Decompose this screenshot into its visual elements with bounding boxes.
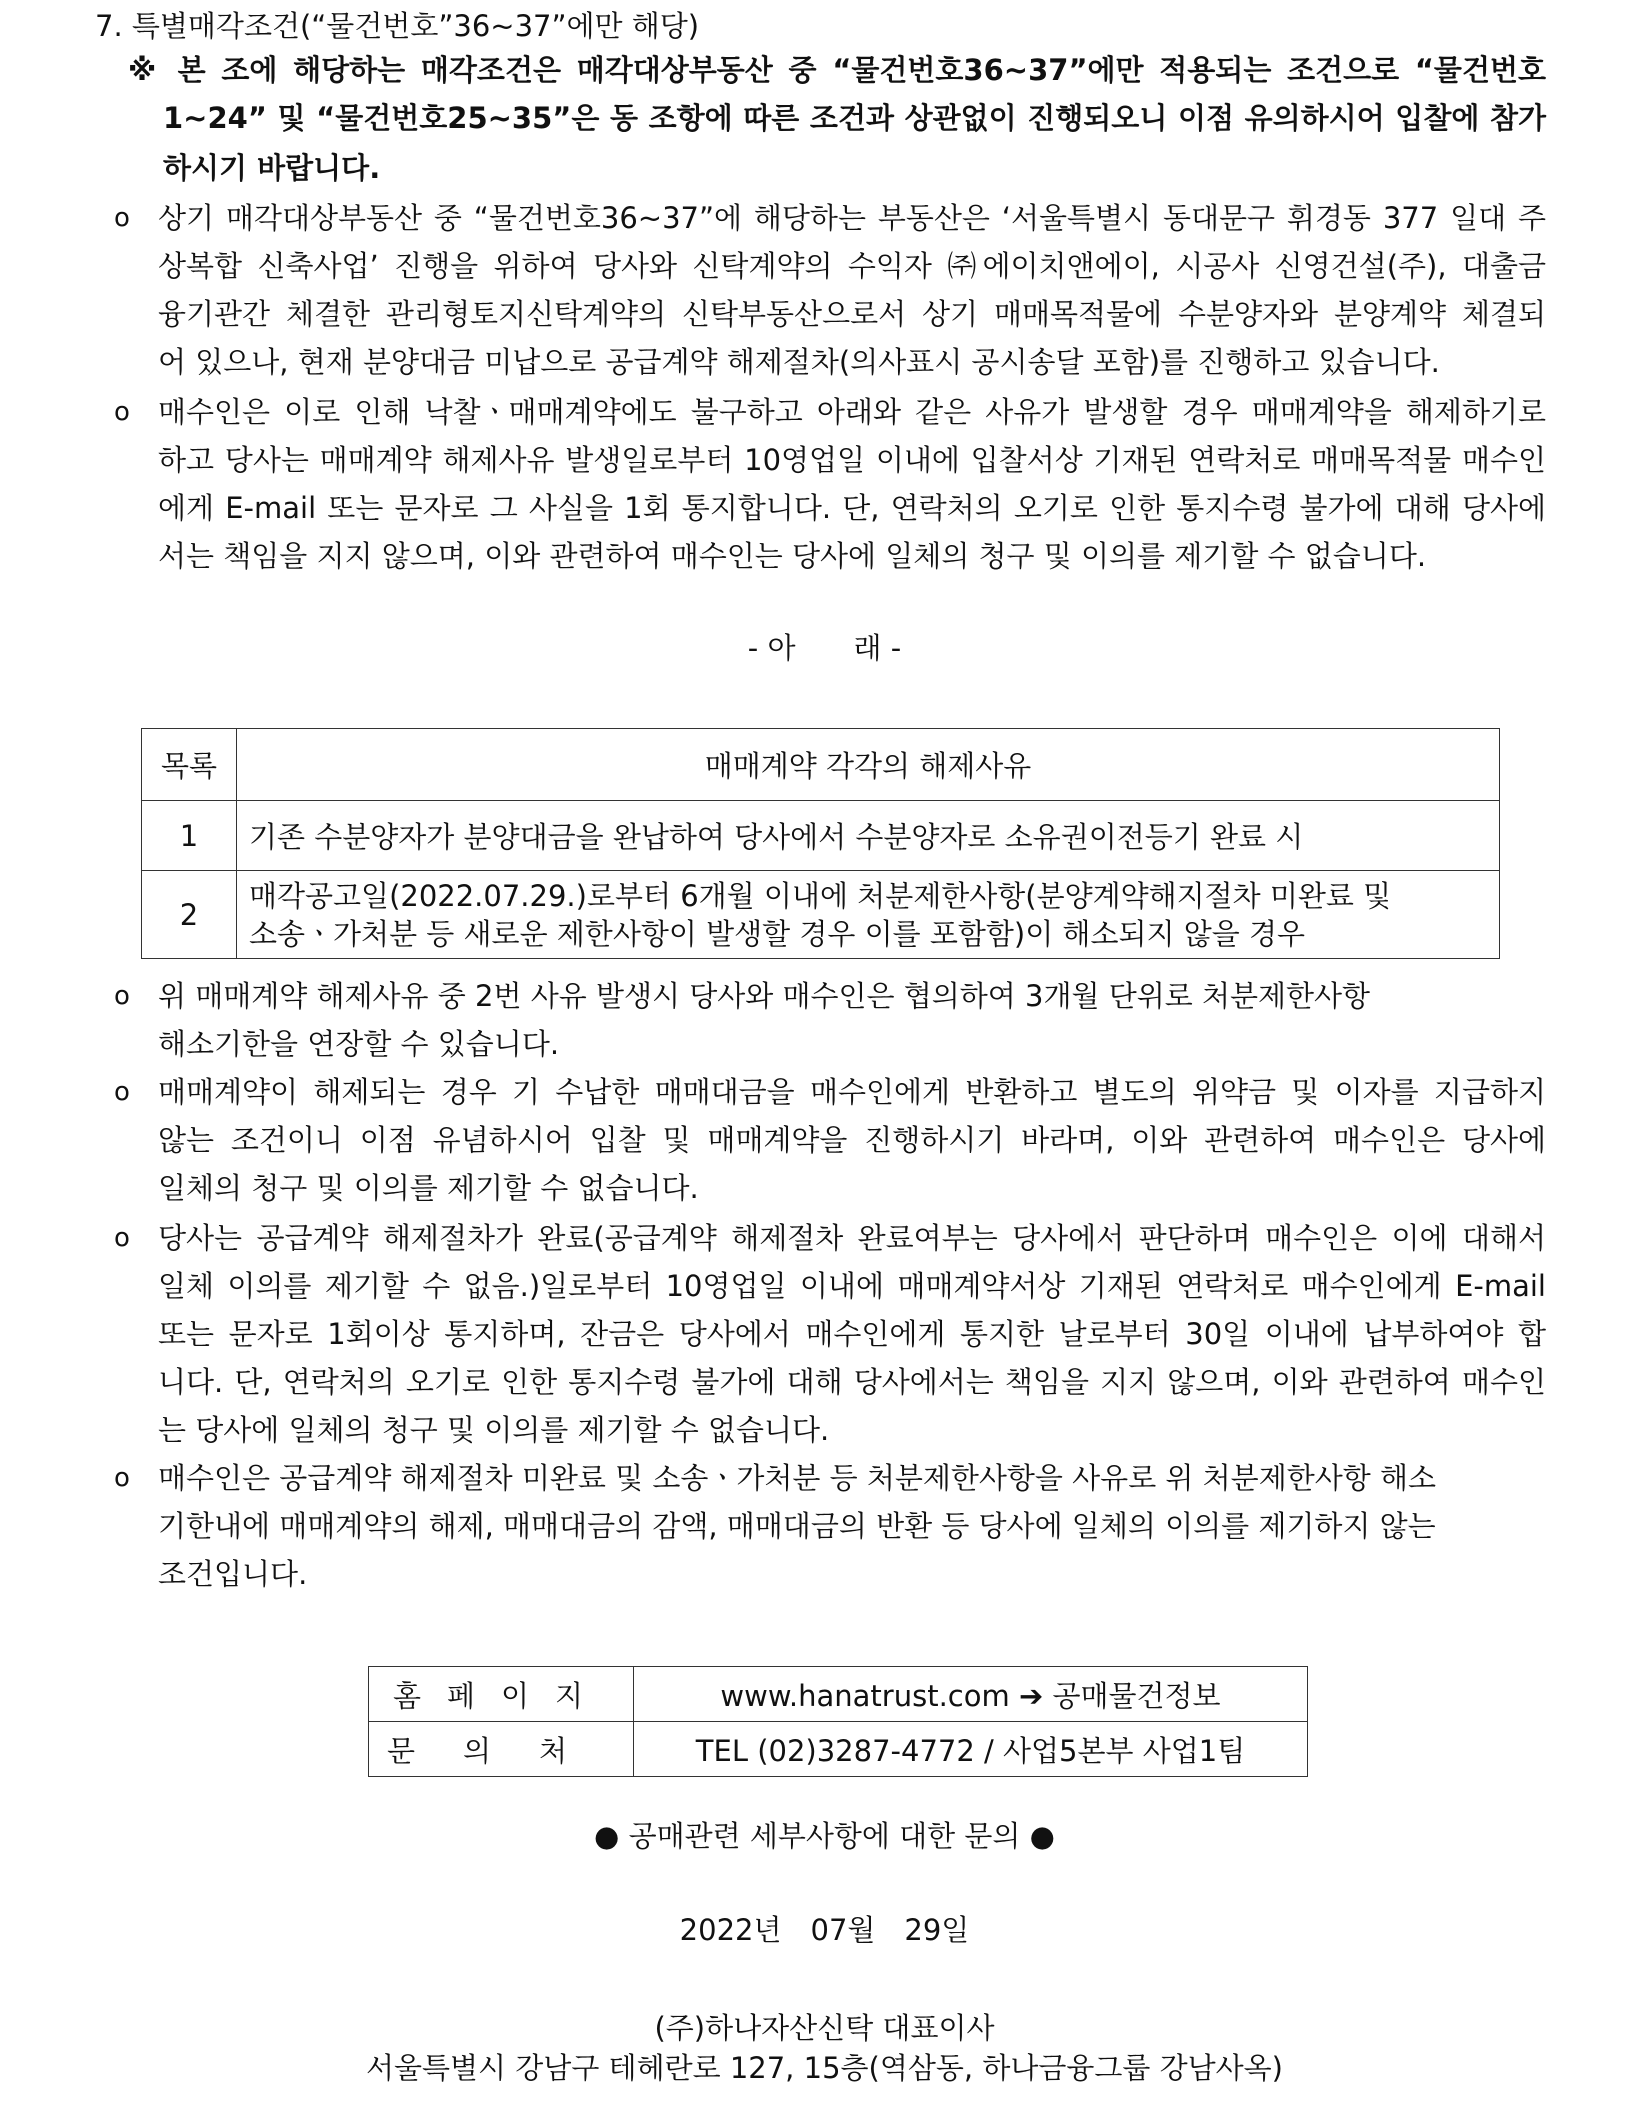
paragraph-b-line-1: 매수인은 이로 인해 낙찰ㆍ매매계약에도 불구하고 아래와 같은 사유가 발생할 경우 매매계약을 해제하기로 bbox=[158, 395, 1546, 429]
paragraph-e-line-1: 당사는 공급계약 해제절차가 완료(공급계약 해제절차 완료여부는 당사에서 판단하며 매수인은 이에 대해서 bbox=[158, 1221, 1546, 1255]
notice-line-3: 하시기 바랍니다. bbox=[163, 151, 381, 185]
homepage-link[interactable]: www.hanatrust.com ➔ 공매물건정보 bbox=[634, 1667, 1308, 1722]
table-header-row bbox=[142, 729, 1500, 801]
paragraph-a-line-1: 상기 매각대상부동산 중 “물건번호36~37”에 해당하는 부동산은 ‘서울특별시 동대문구 휘경동 377 일대 주 bbox=[158, 201, 1546, 235]
inquiry-caption: ● 공매관련 세부사항에 대한 문의 ● bbox=[594, 1819, 1055, 1853]
paragraph-b-line-4: 서는 책임을 지지 않으며, 이와 관련하여 매수인는 당사에 일체의 청구 및 이의를 제기할 수 없습니다. bbox=[158, 539, 1427, 573]
paragraph-b-line-2: 하고 당사는 매매계약 해제사유 발생일로부터 10영업일 이내에 입찰서상 기재된 연락처로 매매목적물 매수인 bbox=[158, 443, 1546, 477]
paragraph-d-line-1: 매매계약이 해제되는 경우 기 수납한 매매대금을 매수인에게 반환하고 별도의 위약금 및 이자를 지급하지 bbox=[158, 1075, 1546, 1109]
paragraph-e-line-3: 또는 문자로 1회이상 통지하며, 잔금은 당사에서 매수인에게 통지한 날로부터 30일 이내에 납부하여야 합 bbox=[158, 1317, 1546, 1351]
table-header-cell: 매매계약 각각의 해제사유 bbox=[237, 729, 1500, 801]
reason-line: 기존 수분양자가 분양대금을 완납하여 당사에서 수분양자로 소유권이전등기 완료 시 bbox=[249, 820, 1304, 854]
paragraph-f-line-2: 기한내에 매매계약의 해제, 매매대금의 감액, 매매대금의 반환 등 당사에 일체의 이의를 제기하지 않는 bbox=[158, 1509, 1436, 1543]
below-heading: - 아 래 - bbox=[747, 631, 902, 665]
table-header-cell: 목록 bbox=[142, 729, 237, 801]
paragraph-c-line-1: 위 매매계약 해제사유 중 2번 사유 발생시 당사와 매수인은 협의하여 3개월 단위로 처분제한사항 bbox=[158, 979, 1371, 1013]
notice-line-1: ※ 본 조에 해당하는 매각조건은 매각대상부동산 중 “물건번호36~37”에만 적용되는 조건으로 “물건번호 bbox=[128, 53, 1546, 87]
table-row bbox=[369, 1722, 1308, 1777]
reason-line: 매각공고일(2022.07.29.)로부터 6개월 이내에 처분제한사항(분양계약해지절차 미완료 및 bbox=[249, 878, 1392, 913]
reason-line: 소송ㆍ가처분 등 새로운 제한사항이 발생할 경우 이를 포함함)이 해소되지 않을 경우 bbox=[249, 916, 1305, 951]
section-heading: 7. 특별매각조건(“물건번호”36~37”에만 해당) bbox=[95, 9, 700, 43]
phone-contact: TEL (02)3287-4772 / 사업5본부 사업1팀 bbox=[634, 1722, 1308, 1777]
inquiry-label-text: 문의처 bbox=[386, 1733, 616, 1768]
table-cell-reason bbox=[237, 801, 1500, 871]
paragraph-e-line-2: 일체 이의를 제기할 수 없음.)일로부터 10영업일 이내에 매매계약서상 기재된 연락처로 매수인에게 E-mail bbox=[158, 1269, 1546, 1303]
paragraph-e-line-4: 니다. 단, 연락처의 오기로 인한 통지수령 불가에 대해 당사에서는 책임을 지지 않으며, 이와 관련하여 매수인 bbox=[158, 1365, 1546, 1399]
homepage-label-text: 홈페이지 bbox=[392, 1678, 610, 1713]
bullet-marker: ο bbox=[114, 1223, 130, 1253]
bullet-marker: ο bbox=[114, 981, 130, 1011]
bullet-marker: ο bbox=[114, 1077, 130, 1107]
table-cell-no: 1 bbox=[142, 801, 237, 871]
table-row bbox=[142, 801, 1500, 871]
issuer-name: (주)하나자산신탁 대표이사 bbox=[654, 2011, 995, 2045]
paragraph-d-line-2: 않는 조건이니 이점 유념하시어 입찰 및 매매계약을 진행하시기 바라며, 이와 관련하여 매수인은 당사에 bbox=[158, 1123, 1546, 1157]
inquiry-label bbox=[369, 1722, 634, 1777]
table-cell-no: 2 bbox=[142, 871, 237, 959]
table-cell-reason bbox=[237, 871, 1500, 959]
paragraph-f-line-3: 조건입니다. bbox=[158, 1557, 308, 1591]
contact-table bbox=[368, 1666, 1308, 1777]
bullet-marker: ο bbox=[114, 1463, 130, 1493]
bullet-marker: ο bbox=[114, 397, 130, 427]
document-date: 2022년 07월 29일 bbox=[679, 1913, 970, 1947]
notice-line-2: 1~24” 및 “물건번호25~35”은 동 조항에 따른 조건과 상관없이 진행되오니 이점 유의하시어 입찰에 참가 bbox=[163, 101, 1546, 135]
paragraph-a-line-4: 어 있으나, 현재 분양대금 미납으로 공급계약 해제절차(의사표시 공시송달 포함)를 진행하고 있습니다. bbox=[158, 345, 1440, 379]
issuer-address: 서울특별시 강남구 테헤란로 127, 15층(역삼동, 하나금융그룹 강남사옥) bbox=[366, 2051, 1283, 2085]
paragraph-e-line-5: 는 당사에 일체의 청구 및 이의를 제기할 수 없습니다. bbox=[158, 1413, 830, 1447]
paragraph-d-line-3: 일체의 청구 및 이의를 제기할 수 없습니다. bbox=[158, 1171, 699, 1205]
paragraph-a-line-3: 융기관간 체결한 관리형토지신탁계약의 신탁부동산으로서 상기 매매목적물에 수분양자와 분양계약 체결되 bbox=[158, 297, 1546, 331]
termination-reasons-table bbox=[141, 728, 1500, 959]
paragraph-f-line-1: 매수인은 공급계약 해제절차 미완료 및 소송ㆍ가처분 등 처분제한사항을 사유로 위 처분제한사항 해소 bbox=[158, 1461, 1436, 1495]
homepage-label bbox=[369, 1667, 634, 1722]
paragraph-b-line-3: 에게 E-mail 또는 문자로 그 사실을 1회 통지합니다. 단, 연락처의 오기로 인한 통지수령 불가에 대해 당사에 bbox=[158, 491, 1546, 525]
table-row bbox=[369, 1667, 1308, 1722]
table-row bbox=[142, 871, 1500, 959]
paragraph-a-line-2: 상복합 신축사업’ 진행을 위하여 당사와 신탁계약의 수익자 ㈜에이치앤에이, 시공사 신영건설(주), 대출금 bbox=[158, 249, 1546, 283]
bullet-marker: ο bbox=[114, 203, 130, 233]
paragraph-c-line-2: 해소기한을 연장할 수 있습니다. bbox=[158, 1027, 560, 1061]
